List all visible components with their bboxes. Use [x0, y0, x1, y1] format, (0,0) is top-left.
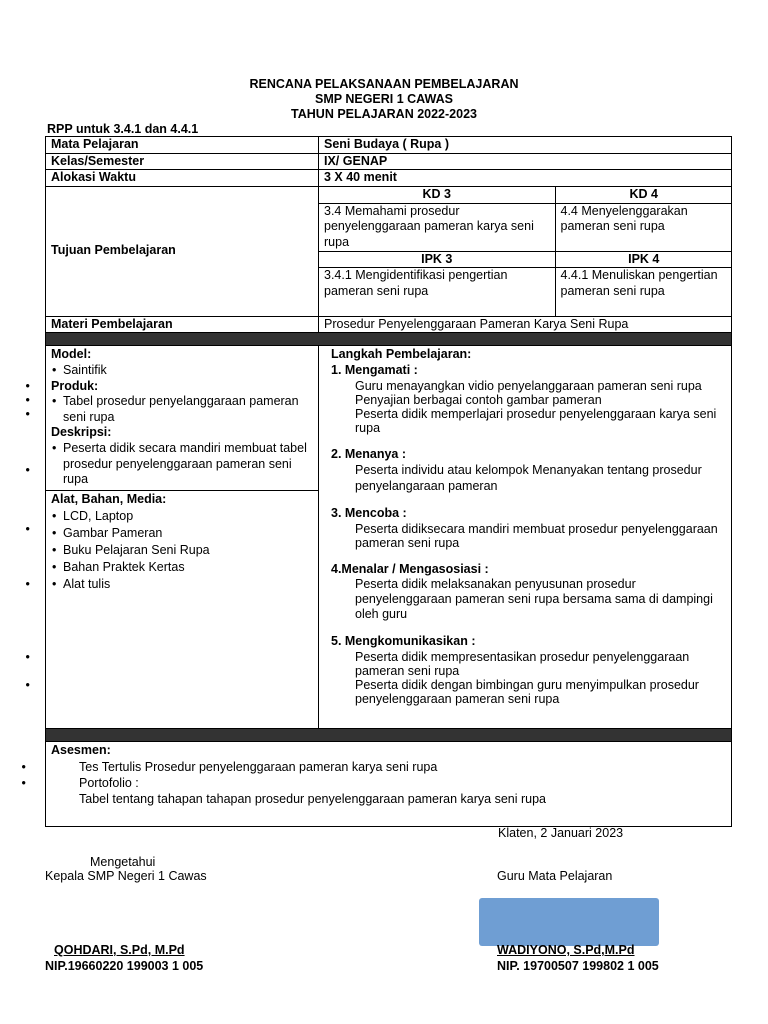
- kd3-head: KD 3: [319, 187, 555, 203]
- tujuan-cell: [319, 186, 732, 316]
- row-alokasi: [46, 170, 732, 187]
- alat-item: • Buku Pelajaran Seni Rupa: [63, 542, 313, 559]
- step4-item: • Peserta didik melaksanakan penyusunan prosedur penyelenggaraan pameran seni rupa bersama sama di dampingi oleh guru: [355, 577, 719, 622]
- materi-value: Prosedur Penyelenggaraan Pameran Karya Seni Rupa: [319, 316, 732, 333]
- mengetahui: Mengetahui: [90, 855, 156, 869]
- row-mapel: [46, 137, 732, 154]
- place-date: Klaten, 2 Januari 2023: [498, 826, 624, 840]
- kd4-head: KD 4: [555, 187, 732, 203]
- signature-overlay-box: [479, 898, 659, 946]
- model-item: • Saintifik: [63, 363, 313, 379]
- mapel-label: Mata Pelajaran: [46, 137, 319, 154]
- divider-1: [46, 333, 732, 346]
- step3-item: • Peserta didiksecara mandiri membuat prosedur penyelenggaraan pameran seni rupa: [355, 522, 719, 550]
- rpp-line: RPP untuk 3.4.1 dan 4.4.1: [47, 122, 199, 136]
- model-label: Model:: [51, 347, 92, 362]
- step5-item: • Peserta didik mempresentasikan prosedur penyelenggaraan pameran seni rupa: [355, 650, 719, 678]
- mapel-value: Seni Budaya ( Rupa ): [319, 137, 732, 154]
- langkah-panel: [319, 346, 732, 729]
- alokasi-label: Alokasi Waktu: [46, 170, 319, 187]
- step1-item: • Guru menayangkan vidio penyelanggaraan pameran seni rupa: [355, 379, 719, 393]
- asesmen-item: • Portofolio :: [79, 775, 726, 791]
- left-panel: [46, 346, 319, 729]
- divider-row-2: [46, 729, 732, 742]
- asesmen-label: Asesmen:: [51, 743, 111, 758]
- row-asesmen: [46, 742, 732, 827]
- kepala-nip: NIP.19660220 199003 1 005: [45, 959, 204, 973]
- step4-title: 4.Menalar / Mengasosiasi :: [331, 561, 489, 576]
- produk-item: • Tabel prosedur penyelanggaraan pameran seni rupa: [63, 394, 313, 425]
- row-kegiatan: [46, 346, 732, 729]
- kd-ipk-table: [319, 187, 732, 316]
- ipk4-head: IPK 4: [555, 251, 732, 268]
- kelas-label: Kelas/Semester: [46, 153, 319, 170]
- step1-item: • Penyajian berbagai contoh gambar pameran: [355, 393, 719, 407]
- guru-nip: NIP. 19700507 199802 1 005: [497, 959, 659, 973]
- alat-item: • Gambar Pameran: [63, 525, 313, 542]
- tujuan-label: Tujuan Pembelajaran: [46, 186, 319, 316]
- alat-item: • Alat tulis: [63, 576, 313, 593]
- alat-block: [46, 491, 318, 594]
- deskripsi-item: • Peserta didik secara mandiri membuat tabel prosedur penyelenggaraan pameran seni rupa: [63, 441, 313, 488]
- ipk3-text: 3.4.1 Mengidentifikasi pengertian pameran seni rupa: [319, 268, 555, 316]
- ipk4-text: 4.4.1 Menuliskan pengertian pameran seni rupa: [555, 268, 732, 316]
- deskripsi-label: Deskripsi:: [51, 425, 112, 440]
- row-tujuan: [46, 186, 732, 316]
- asesmen-cell: [46, 742, 732, 827]
- header-year: TAHUN PELAJARAN 2022-2023: [291, 107, 477, 121]
- kd3-text: 3.4 Memahami prosedur penyelenggaraan pameran karya seni rupa: [319, 203, 555, 251]
- step1-item: • Peserta didik memperlajari prosedur penyelenggaraan karya seni rupa: [355, 407, 719, 435]
- kd4-text: 4.4 Menyelenggarakan pameran seni rupa: [555, 203, 732, 251]
- step5-item: • Peserta didik dengan bimbingan guru menyimpulkan prosedur penyelenggaraan pameran seni rupa: [355, 678, 719, 706]
- kepala-name: QOHDARI, S.Pd, M.Pd: [54, 943, 185, 957]
- kepala-title: Kepala SMP Negeri 1 Cawas: [45, 869, 207, 883]
- alat-item: • Bahan Praktek Kertas: [63, 559, 313, 576]
- step1-title: 1. Mengamati :: [331, 362, 418, 377]
- document-header: [0, 77, 768, 122]
- asesmen-item-detail: Tabel tentang tahapan tahapan prosedur penyelenggaraan pameran karya seni rupa: [79, 791, 547, 806]
- alat-item: • LCD, Laptop: [63, 508, 313, 525]
- step2-item: • Peserta individu atau kelompok Menanyakan tentang prosedur penyelangaraan pameran: [355, 462, 719, 494]
- header-title: RENCANA PELAKSANAAN PEMBELAJARAN: [249, 77, 519, 91]
- header-school: SMP NEGERI 1 CAWAS: [315, 92, 453, 106]
- ipk3-head: IPK 3: [319, 251, 555, 268]
- divider-2: [46, 729, 732, 742]
- alokasi-value: 3 X 40 menit: [319, 170, 732, 187]
- step2-title: 2. Menanya :: [331, 446, 407, 461]
- kelas-value: IX/ GENAP: [319, 153, 732, 170]
- step5-title: 5. Mengkomunikasikan :: [331, 634, 476, 649]
- alat-label: Alat, Bahan, Media:: [51, 492, 167, 507]
- materi-label: Materi Pembelajaran: [46, 316, 319, 333]
- step3-title: 3. Mencoba :: [331, 506, 407, 521]
- row-materi: [46, 316, 732, 333]
- divider-row-1: [46, 333, 732, 346]
- asesmen-item: • Tes Tertulis Prosedur penyelenggaraan pameran karya seni rupa: [79, 759, 726, 775]
- guru-title: Guru Mata Pelajaran: [497, 869, 613, 883]
- langkah-title: Langkah Pembelajaran:: [331, 347, 472, 362]
- model-block: [46, 346, 318, 491]
- guru-name: WADIYONO, S.Pd,M.Pd: [497, 943, 635, 957]
- row-kelas: [46, 153, 732, 170]
- rpp-table: [45, 136, 732, 827]
- produk-label: Produk:: [51, 378, 99, 393]
